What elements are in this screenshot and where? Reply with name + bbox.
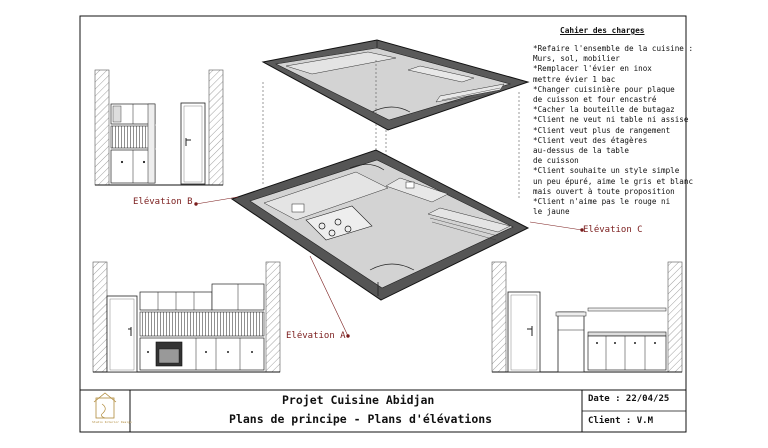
spec-line: *Client ne veut ni table ni assise bbox=[533, 115, 689, 125]
spec-line: *Changer cuisinière pour plaque bbox=[533, 84, 675, 94]
spec-line: *Refaire l'ensemble de la cuisine : bbox=[533, 44, 694, 53]
spec-line: *Client souhaite un style simple bbox=[533, 166, 680, 176]
elevation-b-label: Elévation B bbox=[133, 197, 193, 207]
elevation-a-label: Elévation A bbox=[286, 331, 346, 341]
elevation-b-drawing bbox=[95, 70, 223, 185]
specifications-list bbox=[533, 44, 693, 217]
plan-upper bbox=[263, 40, 528, 130]
elevation-c-label: Elévation C bbox=[583, 225, 643, 235]
date-field: Date : 22/04/25 bbox=[588, 394, 670, 404]
specifications-title: Cahier des charges bbox=[560, 26, 645, 35]
spec-line: au-dessus de la table bbox=[533, 146, 630, 156]
spec-line: le jaune bbox=[533, 207, 570, 217]
project-subtitle: Plans de principe - Plans d'élévations bbox=[229, 412, 493, 426]
project-title: Projet Cuisine Abidjan bbox=[282, 393, 435, 407]
spec-line: *Client veut plus de rangement bbox=[533, 125, 671, 135]
spec-line: de cuisson bbox=[533, 156, 579, 166]
spec-line: mais ouvert à toute proposition bbox=[533, 186, 675, 196]
spec-line: *Remplacer l'évier en inox bbox=[533, 64, 652, 74]
client-field: Client : V.M bbox=[588, 416, 654, 426]
spec-line: Murs, sol, mobilier bbox=[533, 54, 620, 64]
elevation-a-drawing bbox=[93, 262, 280, 372]
spec-line: mettre évier 1 bac bbox=[533, 74, 616, 84]
spec-line: *Client n'aime pas le rouge ni bbox=[533, 197, 671, 207]
spec-line: *Client veut des étagères bbox=[533, 135, 648, 145]
spec-line: de cuisson et four encastré bbox=[533, 95, 657, 105]
elevation-c-drawing bbox=[492, 262, 682, 372]
logo-text: Studio Interior Design bbox=[92, 420, 132, 424]
spec-line: un peu épuré, aime le gris et blanc bbox=[533, 176, 694, 186]
spec-line: *Cacher la bouteille de butagaz bbox=[533, 105, 675, 115]
